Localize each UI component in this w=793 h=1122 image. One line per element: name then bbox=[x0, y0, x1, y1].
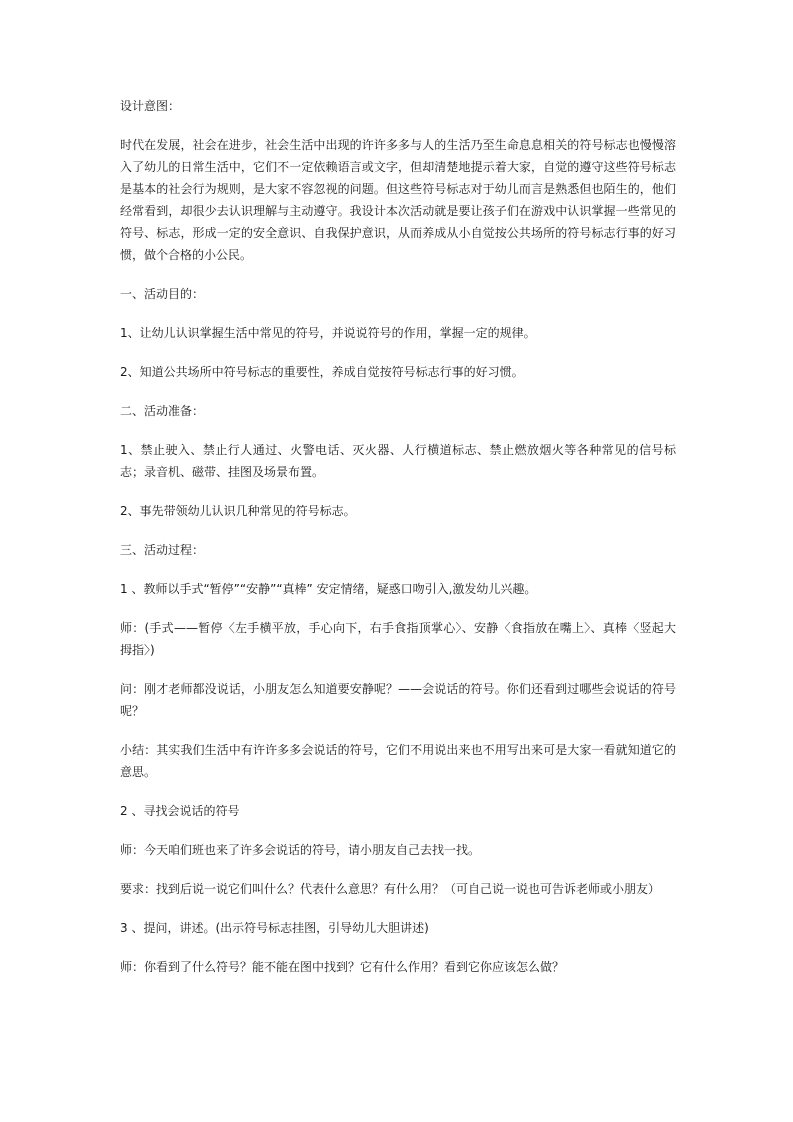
section-objectives-heading: 一、活动目的： bbox=[120, 287, 205, 301]
process-step-2: 2 、寻找会说话的符号 bbox=[120, 804, 240, 818]
preparation-item-2: 2、事先带领幼儿认识几种常见的符号标志。 bbox=[120, 504, 356, 518]
section-preparation-heading: 二、活动准备： bbox=[120, 404, 205, 418]
teacher-instruction-text: 师：今天咱们班也来了许多会说话的符号，请小朋友自己去找一找。 bbox=[120, 843, 481, 857]
section-process-heading: 三、活动过程： bbox=[120, 543, 205, 557]
objective-item-2: 2、知道公共场所中符号标志的重要性，养成自觉按符号标志行事的好习惯。 bbox=[120, 365, 524, 379]
requirement-text: 要求：找到后说一说它们叫什么？代表什么意思？有什么用？（可自己说一说也可告诉老师或小朋友） bbox=[120, 882, 661, 896]
objective-item-1: 1、让幼儿认识掌握生活中常见的符号，并说说符号的作用，掌握一定的规律。 bbox=[120, 326, 536, 340]
preparation-item-1: 1、禁止驶入、禁止行人通过、火警电话、灭火器、人行横道标志、禁止燃放烟火等各种常见的信号标志；录音机、磁带、挂图及场景布置。 bbox=[120, 443, 676, 479]
process-step-3: 3 、提问，讲述。(出示符号标志挂图，引导幼儿大胆讲述) bbox=[120, 921, 429, 935]
summary-text: 小结：其实我们生活中有许许多多会说话的符号，它们不用说出来也不用写出来可是大家一看就知道它的意思。 bbox=[120, 743, 676, 779]
teacher-question-text: 师：你看到了什么符号？能不能在图中找到？它有什么作用？看到它你应该怎么做？ bbox=[120, 960, 565, 974]
design-intent-text: 时代在发展，社会在进步，社会生活中出现的许许多多与人的生活乃至生命息息相关的符号标志也慢慢溶入了幼儿的日常生活中，它们不一定依赖语言或文字，但却清楚地提示着大家，自觉的遵守这些符号标志是基本的社会行为规则，是大家不容忽视的问题。但这些符号标志对于幼儿而言是熟悉但也陌生的，他们经常看到，却很少去认识理解与主动遵守。我设计本次活动就是要让孩子们在游戏中认识掌握一些常见的符号、标志，形成一定的安全意识、自我保护意识，从而养成从小自觉按公共场所的符号标志行事的好习惯，做个合格的小公民。 bbox=[120, 138, 676, 262]
document-body bbox=[120, 95, 676, 995]
teacher-gesture-text: 师：(手式——暂停〈左手横平放，手心向下，右手食指顶掌心〉、安静〈食指放在嘴上〉、真棒〈竖起大拇指〉) bbox=[120, 621, 676, 657]
question-text: 问：刚才老师都没说话，小朋友怎么知道要安静呢？——会说话的符号。你们还看到过哪些会说话的符号呢？ bbox=[120, 682, 676, 718]
design-intent-heading: 设计意图： bbox=[120, 99, 181, 113]
process-step-1: 1 、教师以手式“暂停”“安静”“真棒” 安定情绪，疑惑口吻引入,激发幼儿兴趣。 bbox=[120, 582, 537, 596]
